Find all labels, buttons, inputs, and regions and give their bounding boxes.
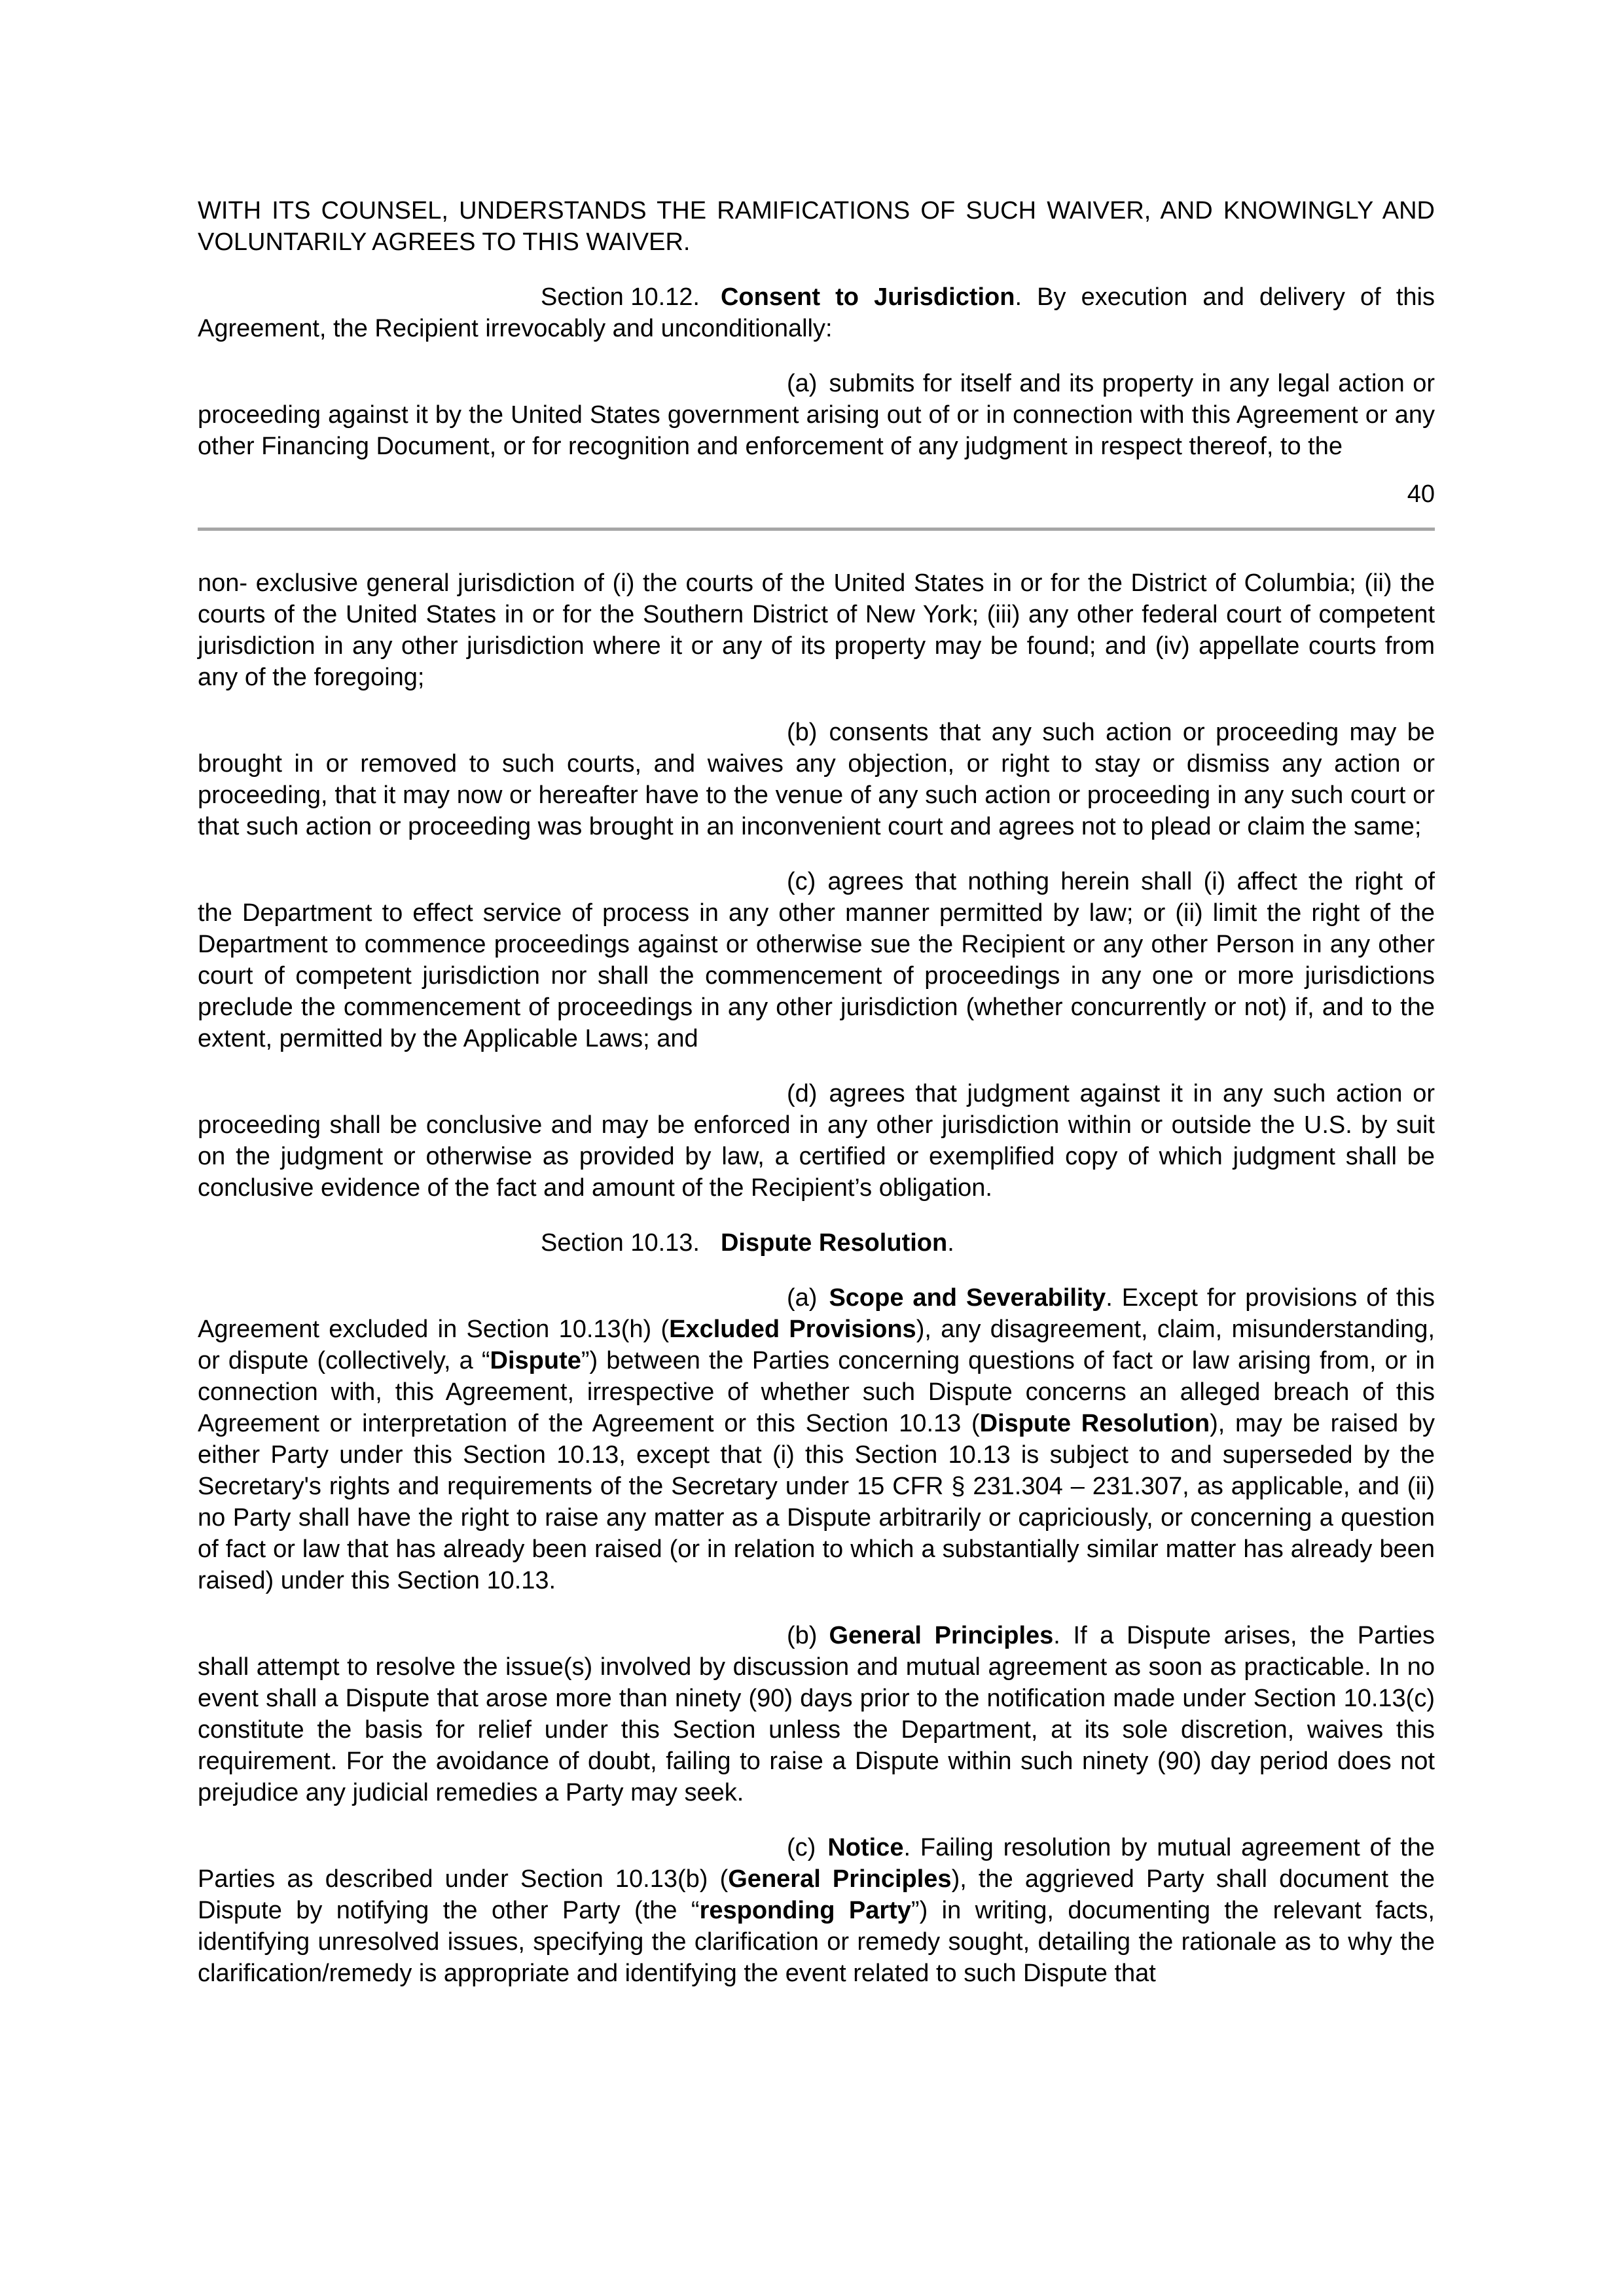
- section-10-13-tail: .: [947, 1229, 954, 1257]
- section-10-12-text: . By execution and delivery of this Agreement, the Recipient irrevocably and unconditionally:: [198, 283, 1435, 342]
- clause-b-text: consents that any such action or proceeding may be brought in or removed to such courts, and waives any objection, or right to stay or dismiss any action or proceeding, that it may now or hereafter have to the venue of any such action or proceeding in any such court or that such action or proceeding was brought in an inconvenient court and agrees not to plead or claim the same;: [198, 719, 1435, 840]
- dispute-clause-c-text-1: . Failing resolution by mutual agreement of the Parties as described under Section 10.13(b) (: [198, 1834, 1435, 1893]
- clause-d-marker: (d): [787, 1080, 818, 1107]
- dispute-clause-c-text-2: ), the aggrieved Party shall document the Dispute by notifying the other Party (the “: [198, 1865, 1435, 1924]
- dispute-clause-b-text: . If a Dispute arises, the Parties shall attempt to resolve the issue(s) involved by discussion and mutual agreement as soon as practicable. In no event shall a Dispute that arose more than ninety (90) days prior to the notification made under Section 10.13(c) constitute the basis for relief under this Section unless the Department, at its sole discretion, waives this requirement. For the avoidance of doubt, failing to raise a Dispute within such ninety (90) day period does not prejudice any judicial remedies a Party may seek.: [198, 1622, 1435, 1806]
- responding-party-term: responding Party: [699, 1897, 911, 1924]
- general-principles-term: General Principles: [728, 1865, 952, 1893]
- dispute-clause-b-paragraph: [198, 1620, 1435, 1808]
- page-break-divider: [198, 528, 1435, 531]
- dispute-clause-c-text-3: ”) in writing, documenting the relevant facts, identifying unresolved issues, specifying the clarification or remedy sought, detailing the rationale as to why the clarification/remedy is appropriate and identifying the event related to such Dispute that: [198, 1897, 1435, 1987]
- clause-c-marker: (c): [787, 868, 816, 895]
- section-10-12-number: Section 10.12.: [541, 283, 700, 311]
- dispute-clause-a-title: Scope and Severability: [829, 1284, 1106, 1312]
- section-10-13-number: Section 10.13.: [541, 1229, 700, 1257]
- dispute-clause-a-text-1: . Except for provisions of this Agreement excluded in Section 10.13(h) (: [198, 1284, 1435, 1343]
- section-10-12-title: Consent to Jurisdiction: [720, 283, 1015, 311]
- waiver-paragraph: [198, 195, 1435, 258]
- dispute-clause-b-marker: (b): [787, 1622, 818, 1649]
- dispute-clause-b-title: General Principles: [829, 1622, 1054, 1649]
- dispute-clause-a-text-4: ), may be raised by either Party under this Section 10.13, except that (i) this Section 10.13 is subject to and superseded by the Secretary's rights and requirements of the Secretary under 15 CFR § 231.304 – 231.307, as applicable, and (ii) no Party shall have the right to raise any matter as a Dispute arbitrarily or capriciously, or concerning a question of fact or law that has already been raised (or in relation to which a substantially similar matter has already been raised) under this Section 10.13.: [198, 1410, 1435, 1594]
- clause-b-marker: (b): [787, 719, 818, 746]
- clause-d-text: agrees that judgment against it in any such action or proceeding shall be conclusive and may be enforced in any other jurisdiction within or outside the U.S. by suit on the judgment or otherwise as provided by law, a certified or exemplified copy of which judgment shall be conclusive evidence of the fact and amount of the Recipient’s obligation.: [198, 1080, 1435, 1202]
- dispute-term: Dispute: [490, 1347, 581, 1374]
- clause-a-marker: (a): [787, 370, 818, 397]
- excluded-provisions-term: Excluded Provisions: [669, 1316, 916, 1343]
- clause-a-text: submits for itself and its property in any legal action or proceeding against it by the United States government arising out of or in connection with this Agreement or any other Financing Document, or for recognition and enforcement of any judgment in respect thereof, to the: [198, 370, 1435, 460]
- dispute-clause-a-marker: (a): [787, 1284, 818, 1312]
- waiver-text: WITH ITS COUNSEL, UNDERSTANDS THE RAMIFICATIONS OF SUCH WAIVER, AND KNOWINGLY AND VOLUNTARILY AGREES TO THIS WAIVER.: [198, 197, 1435, 256]
- section-10-12-paragraph: [198, 281, 1435, 344]
- clause-c-paragraph: [198, 866, 1435, 1054]
- clause-b-paragraph: [198, 717, 1435, 842]
- dispute-clause-a-paragraph: [198, 1282, 1435, 1596]
- section-10-13-heading: [198, 1227, 1435, 1259]
- page-number: 40: [1407, 480, 1435, 508]
- dispute-resolution-term: Dispute Resolution: [979, 1410, 1210, 1437]
- dispute-clause-c-title: Notice: [827, 1834, 904, 1861]
- clause-c-text: agrees that nothing herein shall (i) affect the right of the Department to effect service of process in any other manner permitted by law; or (ii) limit the right of the Department to commence proceedings against or otherwise sue the Recipient or any other Person in any other court of competent jurisdiction nor shall the commencement of proceedings in any one or more jurisdictions preclude the commencement of proceedings in any other jurisdiction (whether concurrently or not) if, and to the extent, permitted by the Applicable Laws; and: [198, 868, 1435, 1052]
- section-10-13-title: Dispute Resolution: [720, 1229, 948, 1257]
- dispute-clause-c-paragraph: [198, 1832, 1435, 1989]
- dispute-clause-c-marker: (c): [787, 1834, 816, 1861]
- jurisdiction-continuation-paragraph: [198, 567, 1435, 693]
- clause-a-paragraph: [198, 368, 1435, 462]
- jurisdiction-continuation-text: non- exclusive general jurisdiction of (i) the courts of the United States in or for the District of Columbia; (ii) the courts of the United States in or for the Southern District of New York; (iii) any other federal court of competent jurisdiction in any other jurisdiction where it or any of its property may be found; and (iv) appellate courts from any of the foregoing;: [198, 569, 1435, 691]
- dispute-clause-a-text-3: ”) between the Parties concerning questions of fact or law arising from, or in connection with, this Agreement, irrespective of whether such Dispute concerns an alleged breach of this Agreement or interpretation of the Agreement or this Section 10.13 (: [198, 1347, 1435, 1437]
- clause-d-paragraph: [198, 1078, 1435, 1204]
- dispute-clause-a-text-2: ), any disagreement, claim, misunderstanding, or dispute (collectively, a “: [198, 1316, 1435, 1374]
- document-page: [198, 195, 1435, 1989]
